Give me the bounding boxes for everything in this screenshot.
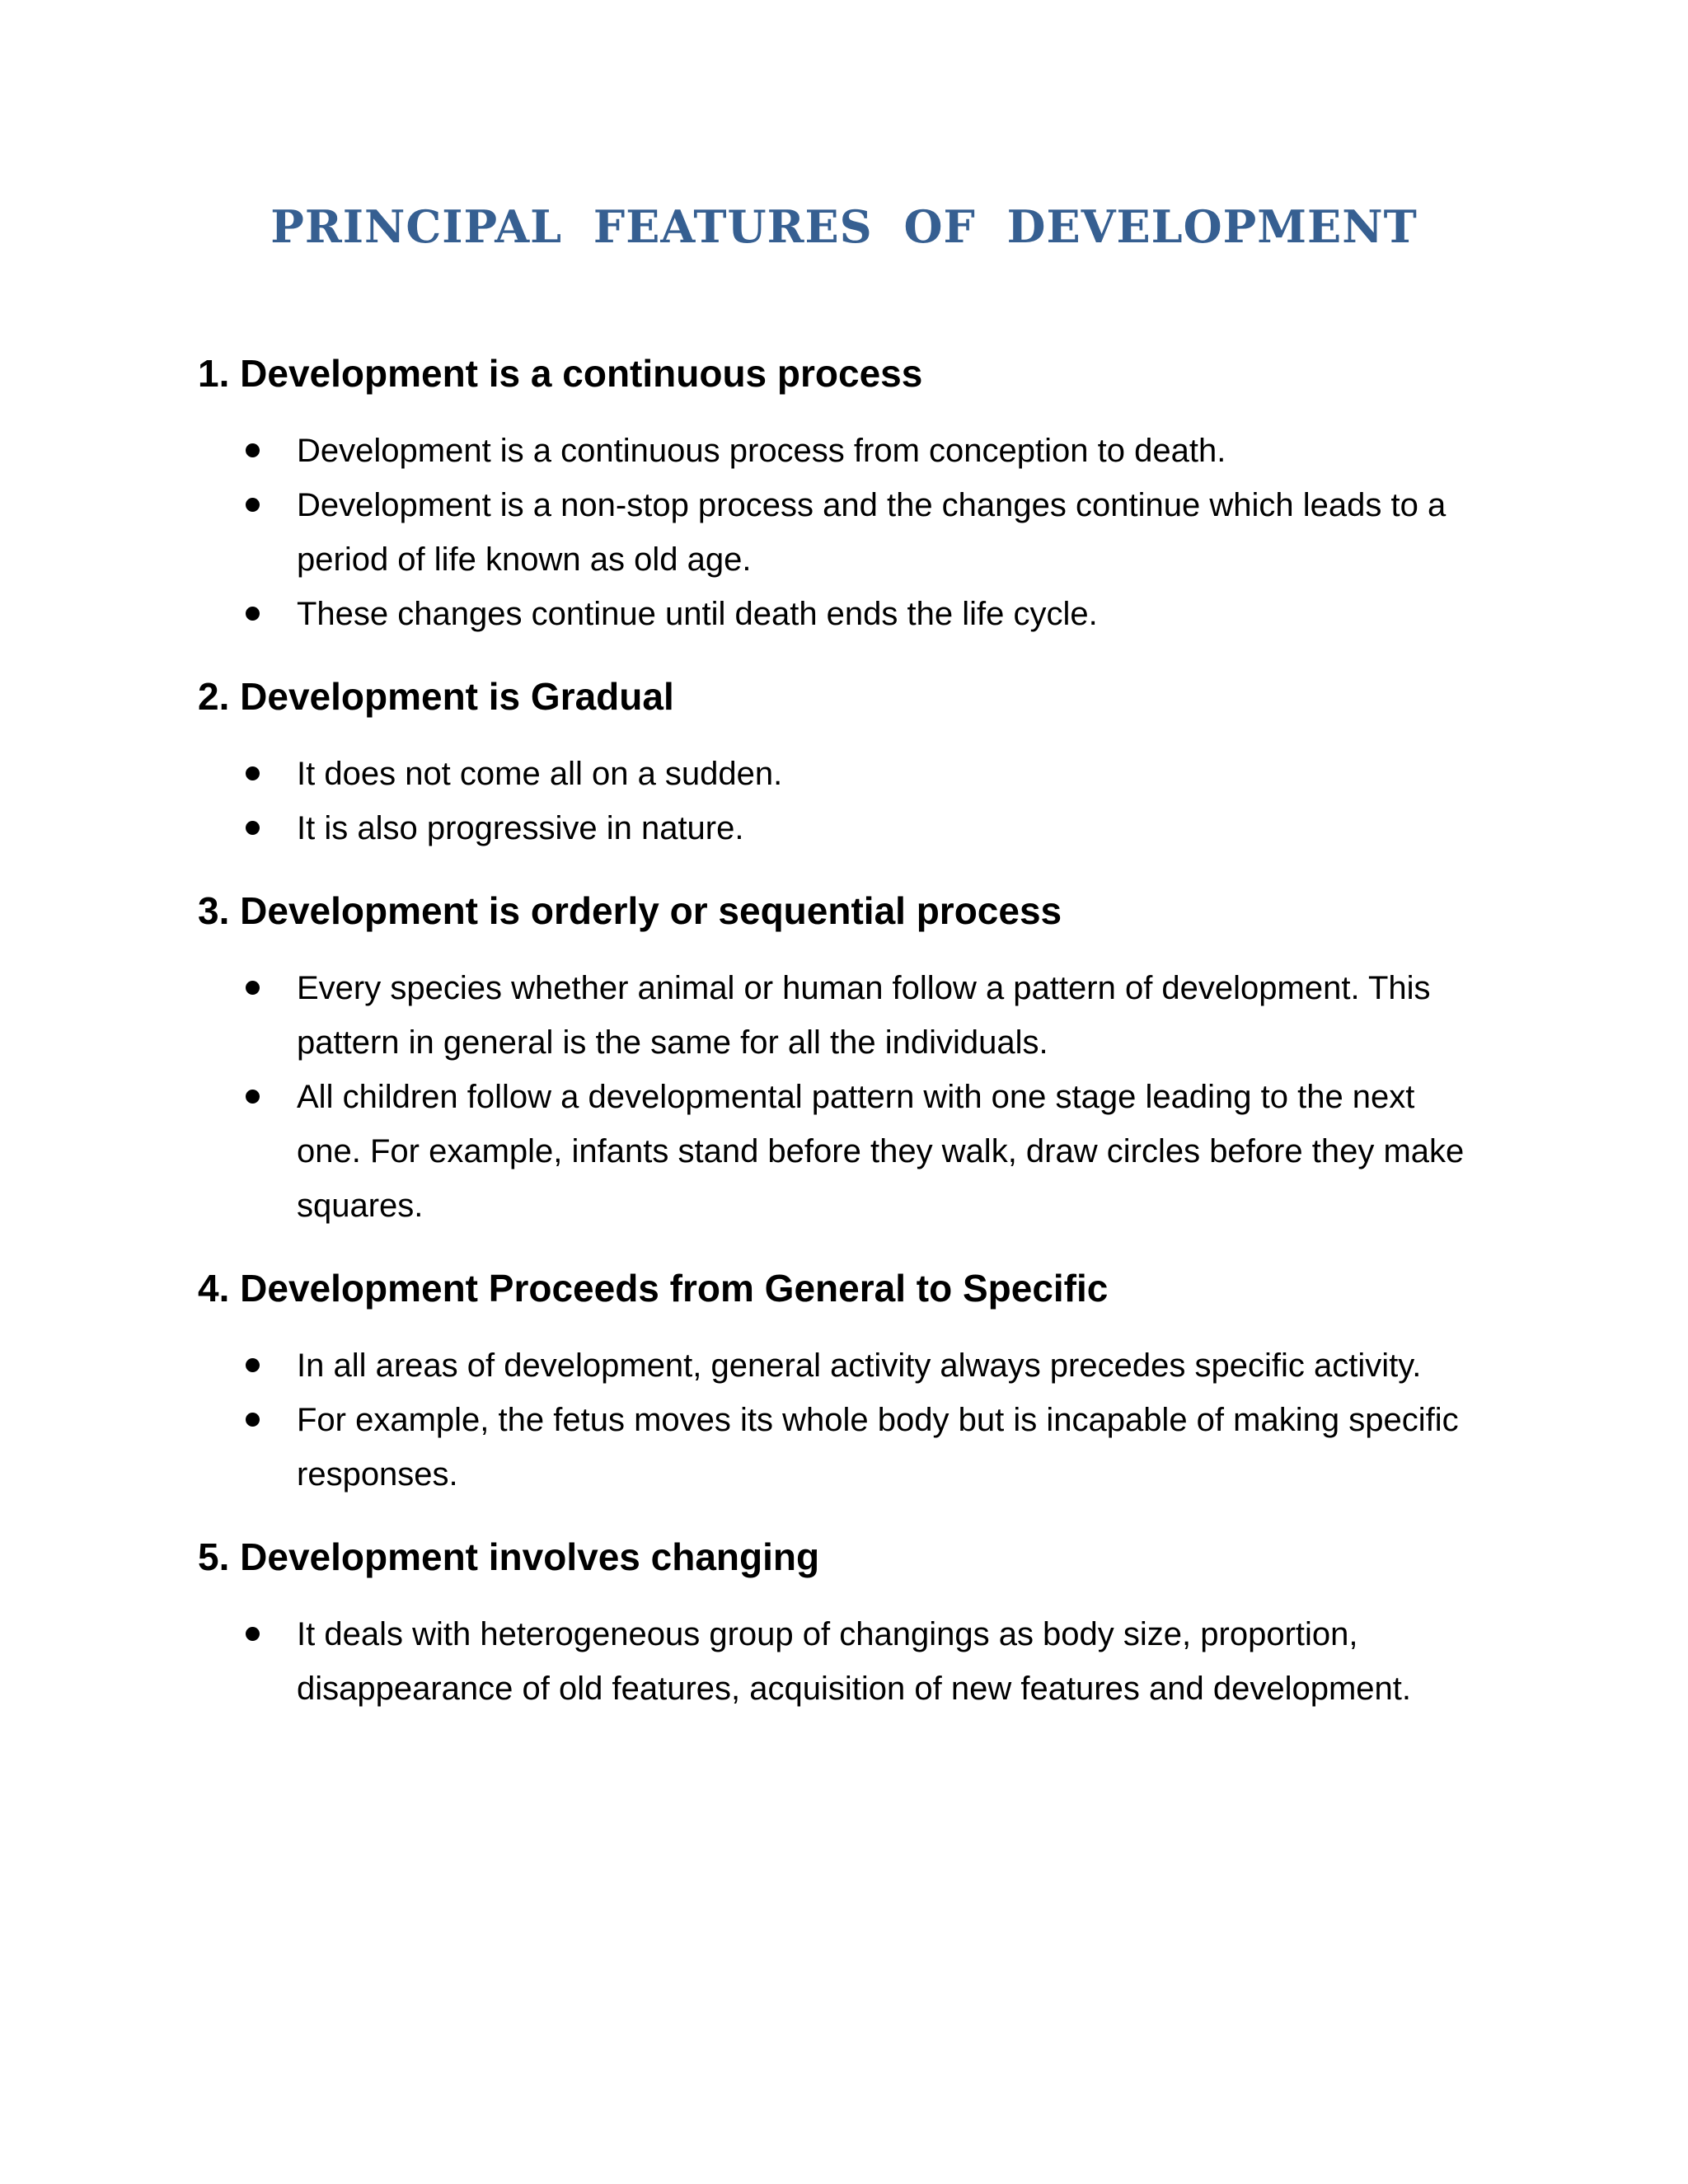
list-item bbox=[198, 747, 1484, 801]
section-heading: 3. Development is orderly or sequential process bbox=[198, 889, 1062, 932]
list-item-text: Development is a non-stop process and the changes continue which leads to a period of life known as old age. bbox=[297, 487, 1447, 578]
bullet-icon bbox=[246, 981, 260, 995]
list-item bbox=[198, 478, 1484, 587]
document-title: PRINCIPAL FEATURES OF DEVELOPMENT bbox=[270, 200, 1418, 253]
bullet-icon bbox=[246, 766, 260, 780]
list-item-text: In all areas of development, general activity always precedes specific activity. bbox=[297, 1347, 1422, 1384]
bullet-list bbox=[198, 961, 1484, 1233]
list-item-text: It deals with heterogeneous group of changings as body size, proportion, disappearance of old features, acquisition of new features and development. bbox=[297, 1616, 1411, 1707]
section-1 bbox=[198, 346, 1484, 641]
bullet-icon bbox=[246, 498, 260, 512]
bullet-icon bbox=[246, 1358, 260, 1372]
list-item bbox=[198, 1607, 1484, 1716]
bullet-list bbox=[198, 1607, 1484, 1716]
list-item bbox=[198, 1393, 1484, 1502]
document-body bbox=[198, 346, 1484, 1744]
section-heading: 4. Development Proceeds from General to Specific bbox=[198, 1267, 1109, 1310]
section-2 bbox=[198, 669, 1484, 855]
section-3 bbox=[198, 883, 1484, 1233]
list-item-text: Every species whether animal or human follow a pattern of development. This pattern in general is the same for all the individuals. bbox=[297, 970, 1431, 1061]
list-item bbox=[198, 587, 1484, 641]
bullet-icon bbox=[246, 821, 260, 835]
section-heading: 1. Development is a continuous process bbox=[198, 352, 923, 395]
bullet-icon bbox=[246, 1090, 260, 1104]
bullet-icon bbox=[246, 1413, 260, 1427]
section-5 bbox=[198, 1530, 1484, 1716]
bullet-icon bbox=[246, 443, 260, 457]
bullet-list bbox=[198, 424, 1484, 641]
list-item bbox=[198, 961, 1484, 1070]
list-item-text: It does not come all on a sudden. bbox=[297, 756, 783, 792]
bullet-list bbox=[198, 1338, 1484, 1502]
section-4 bbox=[198, 1261, 1484, 1502]
list-item bbox=[198, 1070, 1484, 1233]
list-item bbox=[198, 801, 1484, 855]
list-item bbox=[198, 424, 1484, 478]
section-heading: 2. Development is Gradual bbox=[198, 675, 674, 718]
list-item-text: Development is a continuous process from conception to death. bbox=[297, 433, 1226, 469]
section-heading: 5. Development involves changing bbox=[198, 1535, 820, 1578]
bullet-icon bbox=[246, 1627, 260, 1641]
list-item-text: For example, the fetus moves its whole body but is incapable of making specific responses. bbox=[297, 1402, 1459, 1493]
list-item-text: All children follow a developmental pattern with one stage leading to the next one. For example, infants stand before they walk, draw circles before they make squares. bbox=[297, 1079, 1465, 1224]
list-item-text: These changes continue until death ends the life cycle. bbox=[297, 596, 1098, 632]
list-item bbox=[198, 1338, 1484, 1393]
list-item-text: It is also progressive in nature. bbox=[297, 810, 744, 846]
bullet-icon bbox=[246, 607, 260, 621]
bullet-list bbox=[198, 747, 1484, 855]
